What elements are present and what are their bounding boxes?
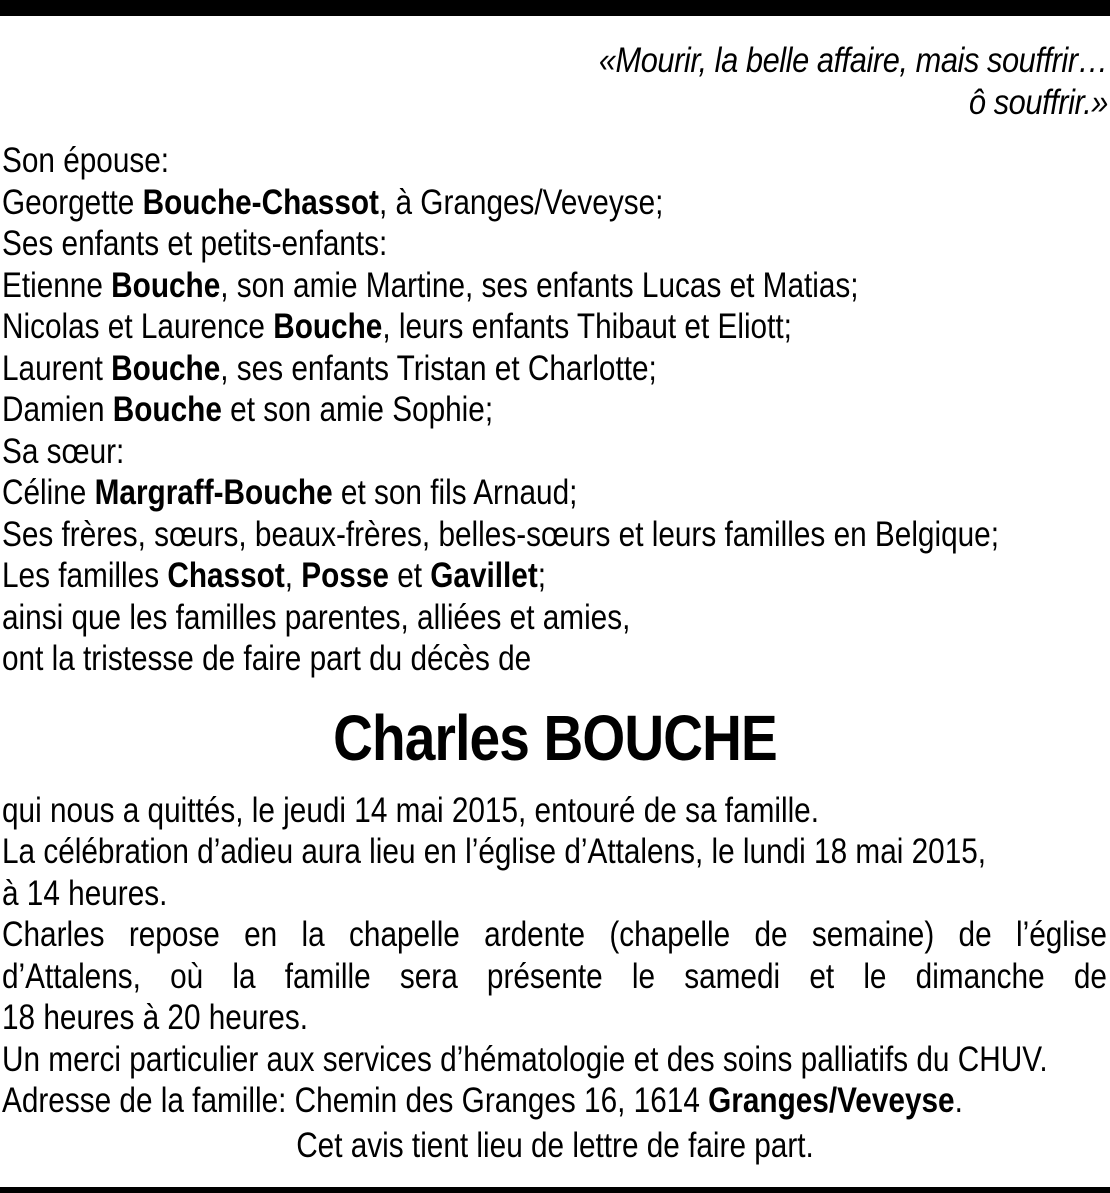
- justified-word: sera: [399, 956, 458, 996]
- repose-line-3: 18 heures à 20 heures.: [2, 998, 308, 1037]
- children-heading: Ses enfants et petits-enfants:: [2, 224, 388, 263]
- justified-word: samedi: [684, 956, 781, 996]
- justified-word: l’église: [1015, 915, 1107, 954]
- justified-word: la: [301, 915, 325, 954]
- top-rule: [0, 0, 1110, 16]
- ceremony-line: La célébration d’adieu aura lieu en l’église d’Attalens, le lundi 18 mai 2015,: [2, 832, 987, 871]
- child-line-laurent: Laurent Bouche, ses enfants Tristan et Charlotte;: [2, 348, 657, 388]
- footer-note: Cet avis tient lieu de lettre de faire part.: [296, 1125, 814, 1165]
- justified-word: de: [1073, 956, 1107, 996]
- justified-word: la: [232, 956, 256, 996]
- family-list: [2, 140, 1108, 680]
- justified-word: ardente: [484, 915, 586, 954]
- details-block: [2, 790, 1108, 1122]
- child-line-etienne: Etienne Bouche, son amie Martine, ses enfants Lucas et Matias;: [2, 265, 859, 305]
- justified-word: famille: [284, 956, 371, 996]
- passing-line: qui nous a quittés, le jeudi 14 mai 2015, entouré de sa famille.: [2, 790, 819, 830]
- siblings-line: Ses frères, sœurs, beaux-frères, belles-sœurs et leurs familles en Belgique;: [2, 514, 999, 554]
- justified-word: Charles: [2, 915, 105, 954]
- justified-word: de: [754, 915, 788, 954]
- thanks-line: Un merci particulier aux services d’hématologie et des soins palliatifs du CHUV.: [2, 1039, 1048, 1079]
- bottom-rule: [0, 1187, 1110, 1193]
- epigraph-line-1: «Mourir, la belle affaire, mais souffrir…: [598, 41, 1108, 80]
- spouse-heading: Son épouse:: [2, 141, 170, 180]
- justified-word: (chapelle: [609, 915, 731, 954]
- epigraph-quote: [135, 40, 1108, 124]
- justified-word: dimanche: [915, 956, 1045, 996]
- address-town: Granges/Veveyse: [708, 1081, 955, 1120]
- deceased-name: Charles BOUCHE: [333, 701, 777, 774]
- justified-word: repose: [128, 915, 220, 954]
- repose-line-2: [2, 956, 1107, 998]
- child-line-damien: Damien Bouche et son amie Sophie;: [2, 390, 494, 429]
- justified-word: le: [863, 956, 887, 996]
- child-line-nicolas: Nicolas et Laurence Bouche, leurs enfants Thibaut et Eliott;: [2, 307, 792, 346]
- sister-heading: Sa sœur:: [2, 431, 125, 471]
- justified-word: où: [170, 956, 204, 996]
- ceremony-time-line: à 14 heures.: [2, 873, 168, 913]
- obituary-notice: [0, 40, 1110, 1168]
- justified-word: de: [958, 915, 992, 954]
- justified-word: et: [809, 956, 835, 996]
- repose-line-1: [2, 914, 1107, 956]
- justified-word: présente: [486, 956, 603, 996]
- spouse-line: Georgette Bouche-Chassot, à Granges/Veveyse;: [2, 182, 664, 222]
- justified-word: d’Attalens,: [2, 956, 141, 996]
- justified-word: semaine): [811, 915, 935, 954]
- families-line: Les familles Chassot, Posse et Gavillet;: [2, 556, 547, 595]
- address-line: Adresse de la famille: Chemin des Granges 16, 1614 Granges/Veveyse.: [2, 1081, 963, 1120]
- sister-line: Céline Margraff-Bouche et son fils Arnaud;: [2, 473, 578, 512]
- announce-line: ont la tristesse de faire part du décès de: [2, 639, 532, 678]
- epigraph-line-2: ô souffrir.»: [968, 83, 1108, 122]
- justified-word: en: [244, 915, 278, 954]
- justified-word: chapelle: [349, 915, 460, 954]
- relatives-line: ainsi que les familles parentes, alliées et amies,: [2, 597, 631, 637]
- justified-word: le: [631, 956, 656, 996]
